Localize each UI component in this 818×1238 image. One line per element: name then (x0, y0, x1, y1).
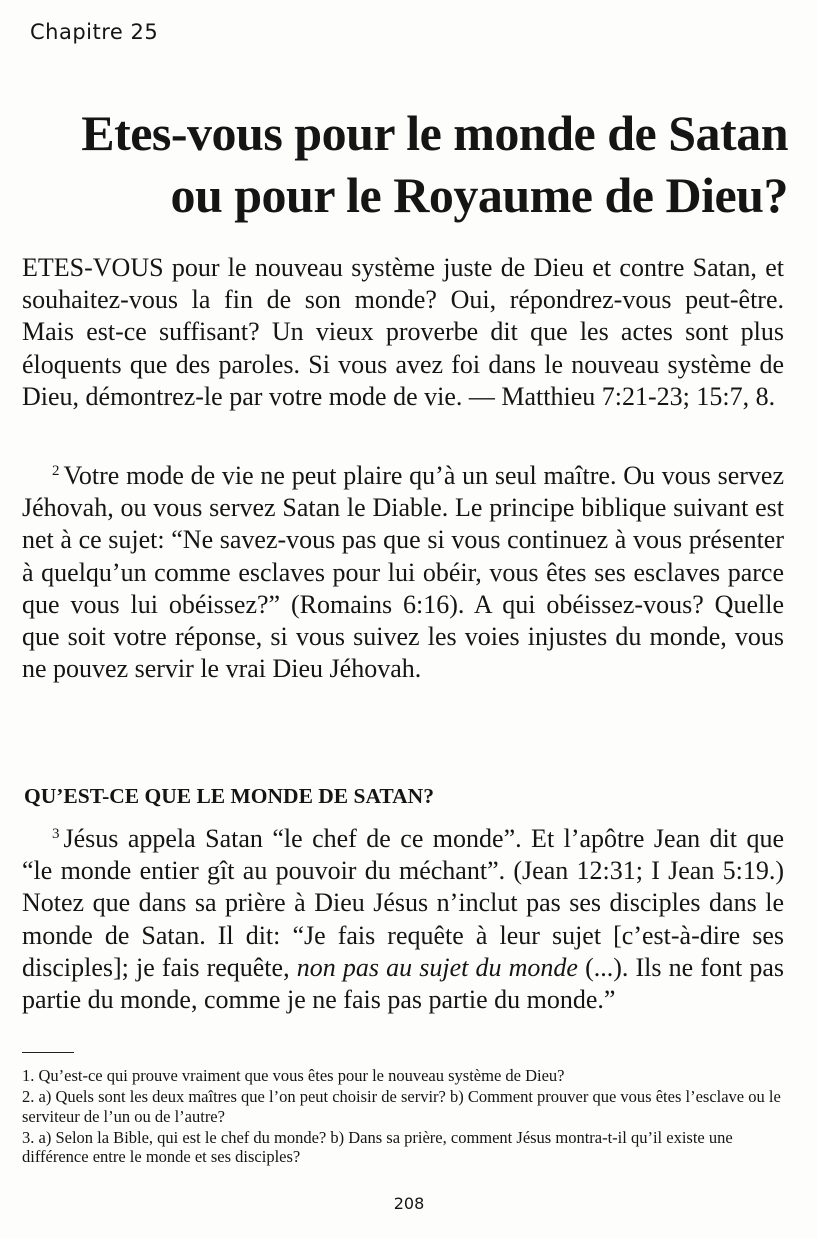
title-line-2: ou pour le Royaume de Dieu? (170, 167, 788, 223)
page-number: 208 (393, 1194, 425, 1213)
paragraph-3-italic: non pas au sujet du monde (296, 952, 578, 982)
chapter-label: Chapitre 25 (30, 20, 159, 44)
paragraph-3-number: 3 (52, 826, 60, 842)
paragraph-2 (22, 455, 784, 685)
paragraph-2-number: 2 (52, 463, 60, 479)
study-question-2: 2. a) Quels sont les deux maîtres que l’on peut choisir de servir? b) Comment prouver que vous êtes l’esclave ou le serviteur de l’un ou de l’autre? (22, 1087, 781, 1126)
footnote-divider (22, 1052, 74, 1053)
paragraph-1-text: ETES-VOUS pour le nouveau système juste de Dieu et contre Satan, et souhaitez-vous la fin de son monde? Oui, répondrez-vous peut-être. Mais est-ce suffisant? Un vieux proverbe dit que les actes sont plus éloquents que des paroles. Si vous avez foi dans le nouveau système de Dieu, démontrez-le par votre mode de vie. — Matthieu 7:21-23; 15:7, 8. (22, 253, 784, 411)
paragraph-1 (22, 252, 784, 413)
study-questions (22, 1066, 784, 1168)
study-question-1: 1. Qu’est-ce qui prouve vraiment que vous êtes pour le nouveau système de Dieu? (22, 1066, 565, 1085)
paragraph-3-text-after: (...). Ils ne font pas partie du monde, comme je ne fais pas partie du monde.” (22, 952, 785, 1015)
study-question-3: 3. a) Selon la Bible, qui est le chef du monde? b) Dans sa prière, comment Jésus montra-t-il qu’il existe une différence entre le monde et ses disciples? (22, 1127, 733, 1166)
paragraph-3-text-before: Jésus appela Satan “le chef de ce monde”. Et l’apôtre Jean dit que “le monde entier gît au pouvoir du méchant”. (Jean 12:31; I Jean 5:19.) Notez que dans sa prière à Dieu Jésus n’inclut pas ses disciples dans le monde de Satan. Il dit: “Je fais requête à leur sujet [c’est-à-dire ses disciples]; je fais requête, (22, 824, 784, 982)
section-heading: QU’EST-CE QUE LE MONDE DE SATAN? (24, 784, 434, 808)
page-title (22, 102, 788, 226)
title-line-1: Etes-vous pour le monde de Satan (81, 105, 788, 161)
paragraph-3 (22, 818, 784, 1016)
paragraph-2-text: Votre mode de vie ne peut plaire qu’à un seul maître. Ou vous servez Jéhovah, ou vous servez Satan le Diable. Le principe biblique suivant est net à ce sujet: “Ne savez-vous pas que si vous continuez à vous présenter à quelqu’un comme esclaves pour lui obéir, vous êtes ses esclaves parce que vous lui obéissez?” (Romains 6:16). A qui obéissez-vous? Quelle que soit votre réponse, si vous suivez les voies injustes du monde, vous ne pouvez servir le vrai Dieu Jéhovah. (22, 461, 784, 684)
